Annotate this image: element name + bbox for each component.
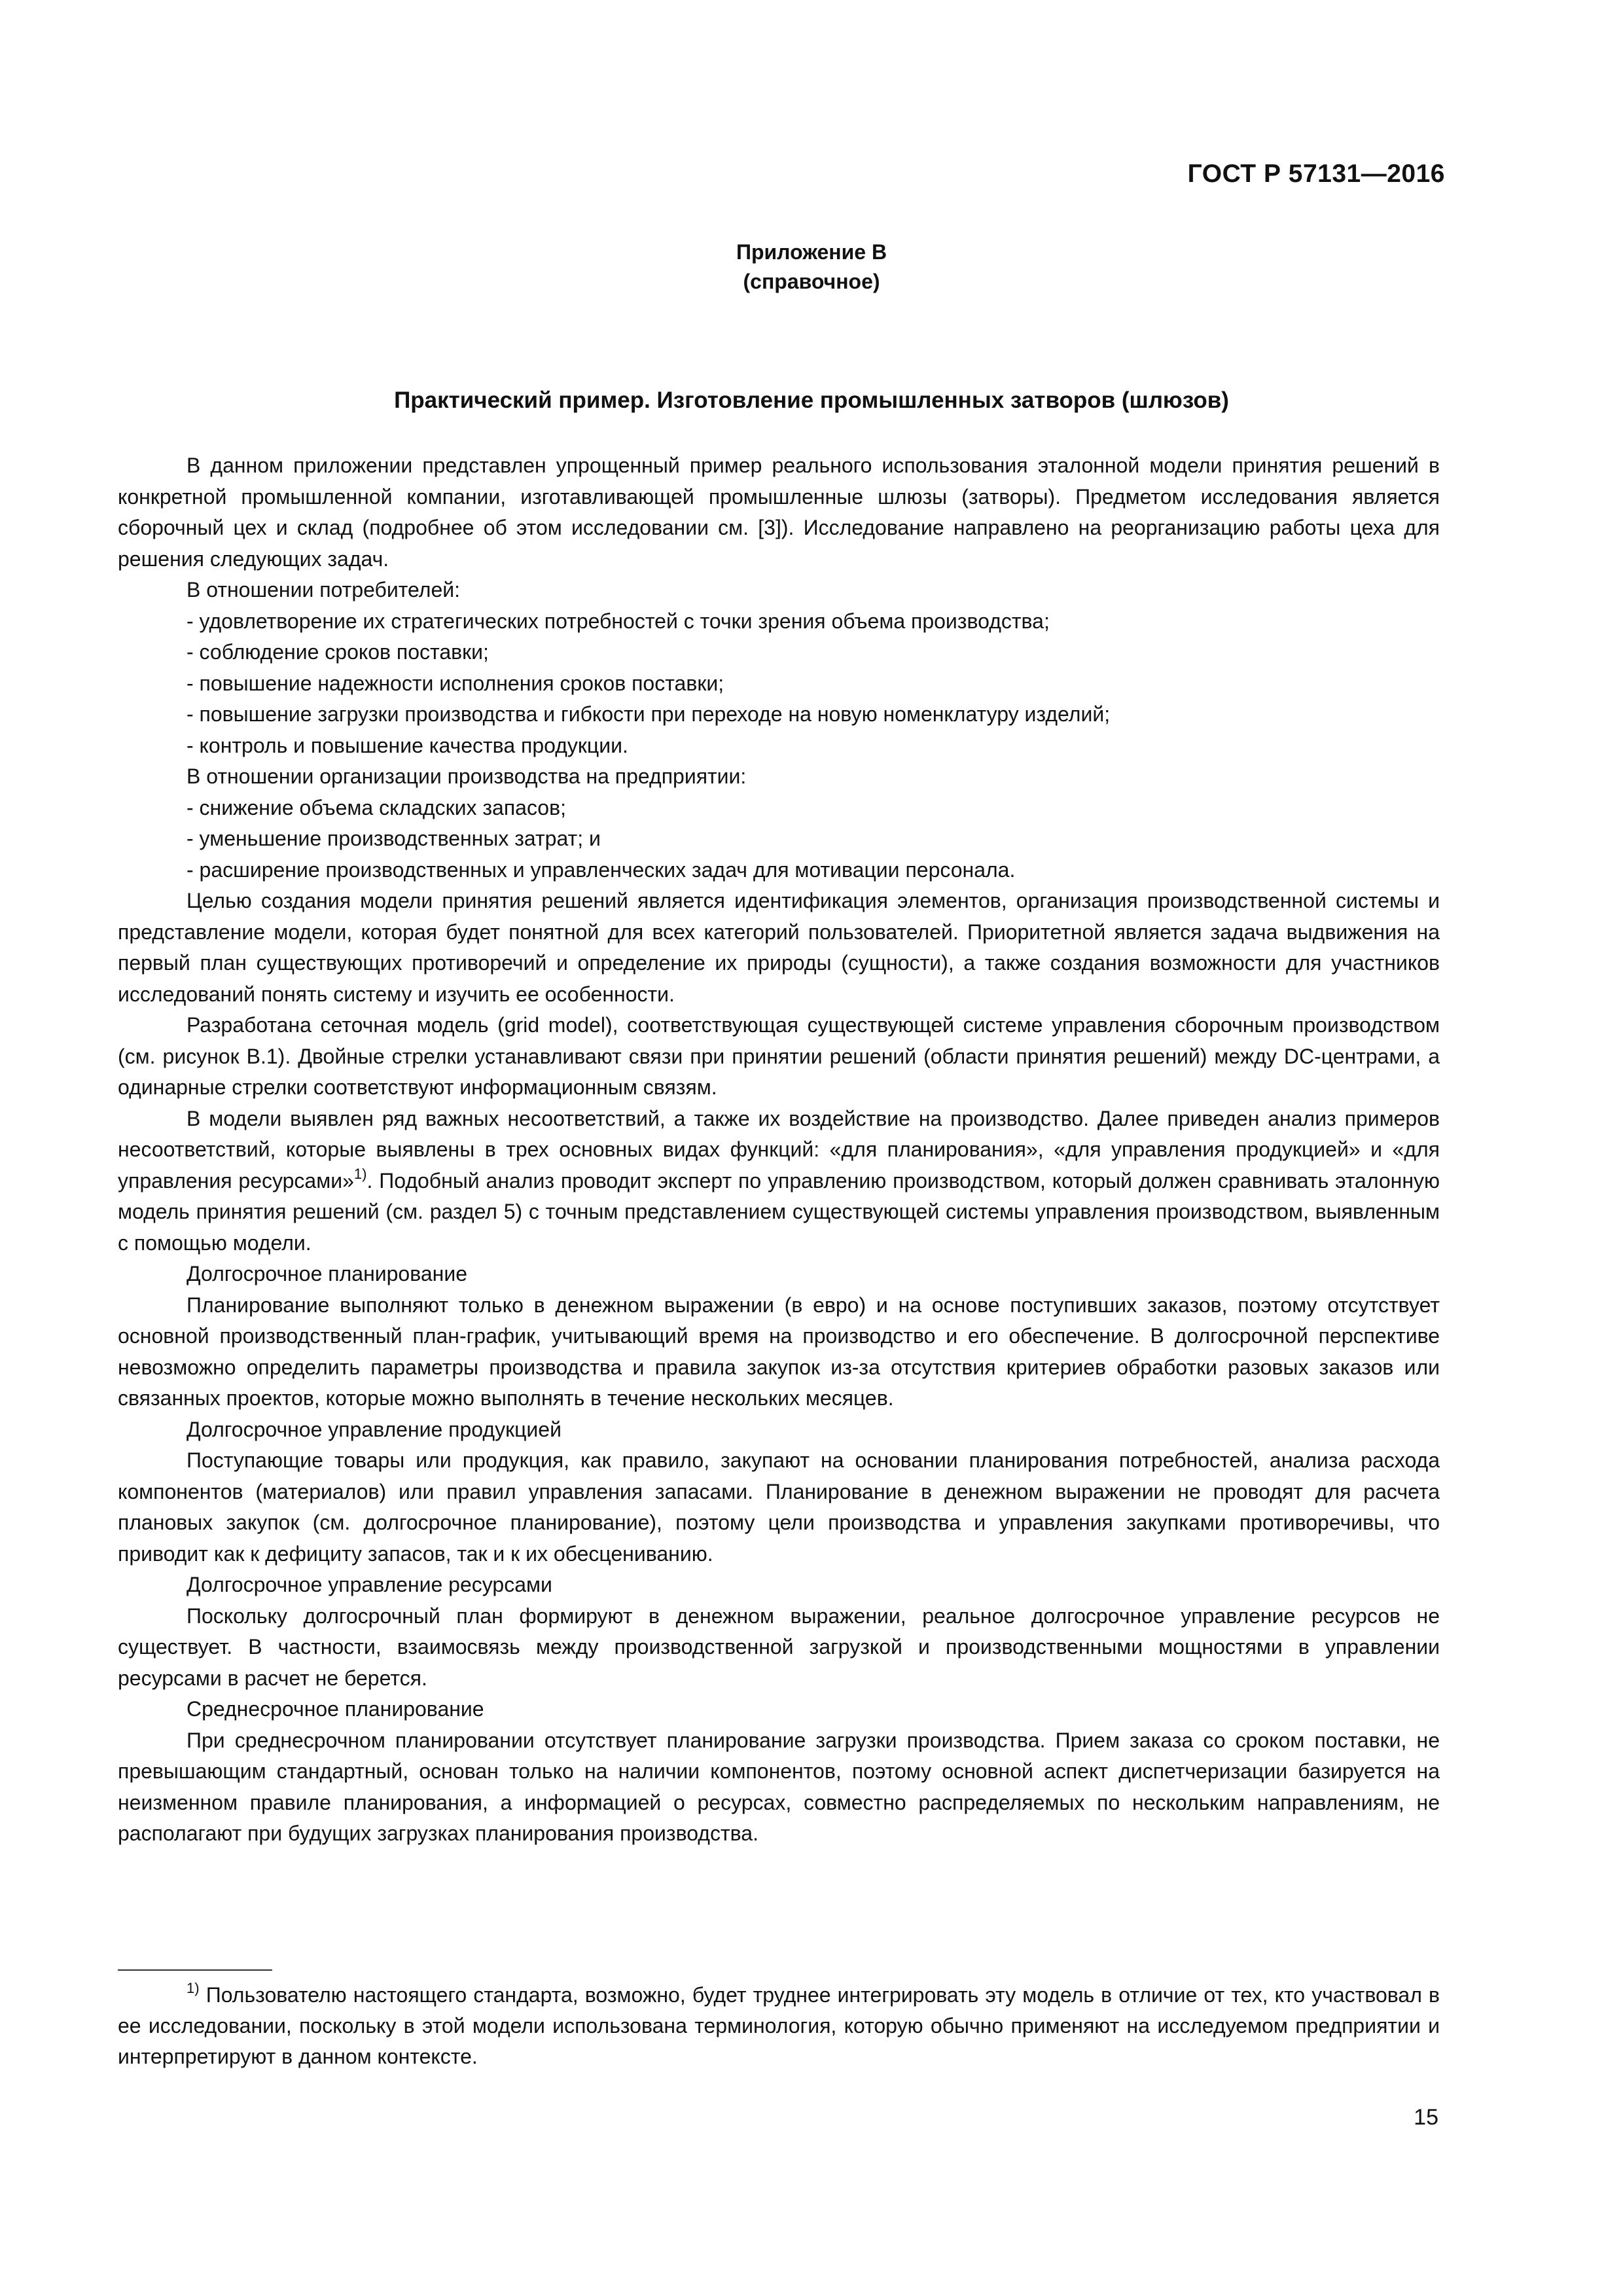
footnote-marker: 1) [187,1980,200,1996]
footnote-paragraph [118,1980,1440,2072]
intro-paragraph: В данном приложении представлен упрощенный пример реального использования эталонной модели принятия решений в конкретной промышленной компании, изготавливающей промышленные шлюзы (затворы). Предметом исследования является сборочный цех и склад (подробнее об этом исследовании см. [3]). Исследование направлено на реорганизацию работы цеха для решения следующих задач. [118,454,1440,571]
list-item: - снижение объема складских запасов; [187,795,566,819]
list-item: - контроль и повышение качества продукции. [187,733,628,757]
subheading-long-term-resource: Долгосрочное управление ресурсами [187,1573,552,1596]
list-item: - повышение надежности исполнения сроков поставки; [187,671,724,695]
nonconformity-paragraph [118,1103,1440,1259]
nonconformity-text-1: В модели выявлен ряд важных несоответствий, а также их воздействие на производство. Далее приведен анализ примеров несоответствий, которые выявлены в трех основных видах функций: «для планирования», «для управления продукцией» и «для управления ресурсами» [118,1106,1440,1193]
long-term-resource-paragraph: Поскольку долгосрочный план формируют в денежном выражении, реальное долгосрочное управление ресурсов не существует. В частности, взаимосвязь между производственной загрузкой и производственными мощностями в управлении ресурсами в расчет не берется. [118,1604,1440,1690]
appendix-title: Приложение В [736,240,887,264]
grid-model-paragraph: Разработана сеточная модель (grid model), соответствующая существующей системе управления сборочным производством (см. рисунок В.1). Двойные стрелки устанавливают связи при принятии решений (области принятия решений) между DC-центрами, а одинарные стрелки соответствуют информационным связям. [118,1013,1440,1099]
body-text [118,450,1440,1850]
long-term-planning-paragraph: Планирование выполняют только в денежном выражении (в евро) и на основе поступивших заказов, поэтому отсутствует основной производственный план-график, учитывающий время на производство и его обеспечение. В долгосрочной перспективе невозможно определить параметры производства и правила закупок из-за отсутствия критериев обработки разовых заказов или связанных проектов, которые можно выполнять в течение нескольких месяцев. [118,1293,1440,1410]
goal-paragraph: Целью создания модели принятия решений является идентификация элементов, организация производственной системы и представление модели, которая будет понятной для всех категорий пользователей. Приоритетной является задача выдвижения на первый план существующих противоречий и определение их природы (сущности), а также создания возможности для участников исследований понять систему и изучить ее особенности. [118,889,1440,1006]
subheading-long-term-planning: Долгосрочное планирование [187,1262,467,1285]
section-title: Практический пример. Изготовление промышленных затворов (шлюзов) [394,387,1229,413]
subheading-mid-term-planning: Среднесрочное планирование [187,1697,484,1721]
footnote-text: Пользователю настоящего стандарта, возможно, будет труднее интегрировать эту модель в отличие от тех, кто участвовал в ее исследовании, поскольку в этой модели использована терминология, которую обычно применяют на исследуемом предприятии и интерпретируют в данном контексте. [118,1983,1440,2068]
footnote-reference[interactable]: 1) [353,1165,367,1182]
list-item: - расширение производственных и управленческих задач для мотивации персонала. [187,857,1016,882]
long-term-product-paragraph: Поступающие товары или продукция, как правило, закупают на основании планирования потребностей, анализа расхода компонентов (материалов) или правил управления запасами. Планирование в денежном выражении не проводят для расчета плановых закупок (см. долгосрочное планирование), поэтому цели производства и управления закупками противоречивы, что приводит как к дефициту запасов, так и к их обесцениванию. [118,1448,1440,1566]
document-id: ГОСТ Р 57131—2016 [1187,160,1445,188]
list-item: - соблюдение сроков поставки; [187,640,489,664]
consumers-heading: В отношении потребителей: [187,578,461,601]
nonconformity-text-2: . Подобный анализ проводит эксперт по управлению производством, который должен сравнивать эталонную модель принятия решений (см. раздел 5) с точным представлением существующей системы управления производством, выявленным с помощью модели. [118,1168,1440,1255]
list-item: - повышение загрузки производства и гибкости при переходе на новую номенклатуру изделий; [187,702,1111,726]
mid-term-planning-paragraph: При среднесрочном планировании отсутствует планирование загрузки производства. Прием заказа со сроком поставки, не превышающим стандартный, основан только на наличии компонентов, поэтому основной аспект диспетчеризации базируется на неизменном правиле планирования, а информацией о ресурсах, совместно распределяемых по нескольким направлениям, не располагают при будущих загрузках планирования производства. [118,1728,1440,1845]
org-heading: В отношении организации производства на предприятии: [187,764,747,788]
page-number: 15 [1414,2105,1438,2130]
appendix-kind: (справочное) [743,270,880,293]
footnote [118,1980,1440,2072]
list-item: - удовлетворение их стратегических потребностей с точки зрения объема производства; [187,609,1050,633]
subheading-long-term-product: Долгосрочное управление продукцией [187,1417,562,1441]
footnote-divider [118,1969,272,1971]
list-item: - уменьшение производственных затрат; и [187,827,601,850]
